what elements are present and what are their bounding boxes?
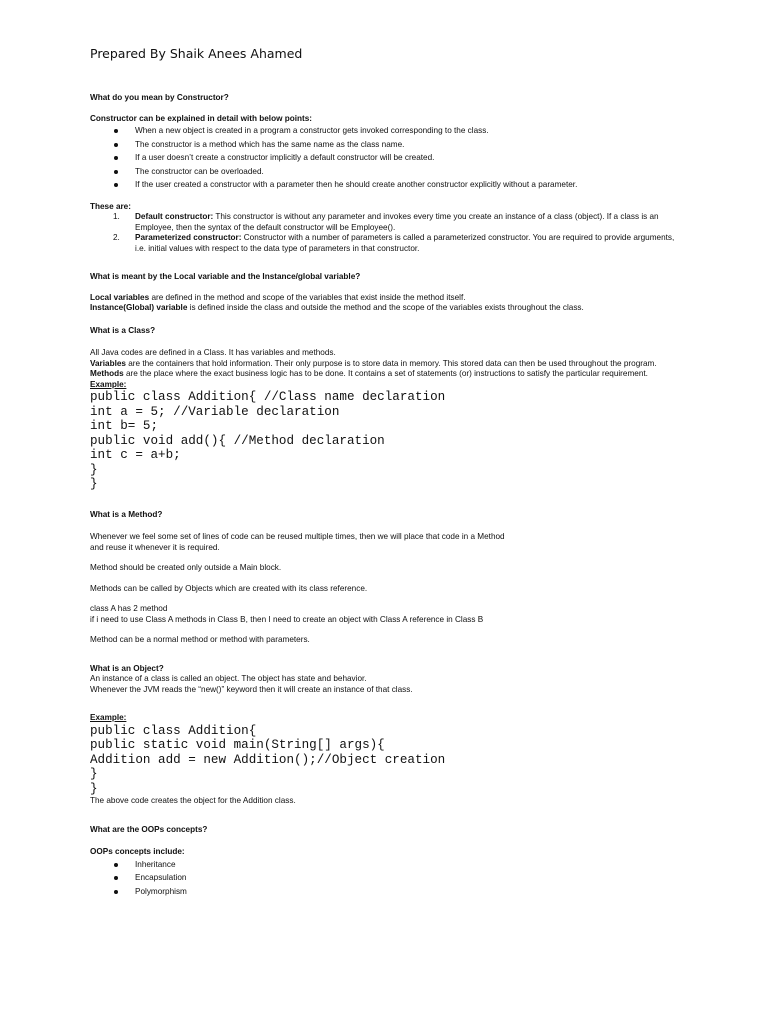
object-line1: An instance of a class is called an object. The object has state and behavior. bbox=[90, 674, 367, 683]
list-item: Inheritance bbox=[90, 860, 680, 871]
class-code-block bbox=[90, 390, 680, 492]
constructor-points bbox=[90, 126, 680, 191]
variables-question: What is meant by the Local variable and the Instance/global variable? bbox=[90, 272, 361, 281]
method-p2: Method should be created only outside a Main block. bbox=[90, 563, 282, 572]
object-question: What is an Object? bbox=[90, 663, 164, 673]
instance-desc: is defined inside the class and outside the method and the scope of the variables exists throughout the class. bbox=[187, 303, 584, 312]
code-line: } bbox=[90, 477, 98, 491]
variables-term: Variables bbox=[90, 358, 126, 368]
list-item: The constructor can be overloaded. bbox=[90, 167, 680, 178]
method-p1-line2: and reuse it whenever it is required. bbox=[90, 542, 220, 552]
list-item: Encapsulation bbox=[90, 873, 680, 884]
methods-text bbox=[90, 369, 680, 380]
example-label-text: Example: bbox=[90, 713, 127, 722]
list-number: 1. bbox=[113, 212, 120, 221]
variables-desc: are the containers that hold information. Their only purpose is to store data in memory. This stored data can then be used throughout the program. bbox=[125, 358, 657, 368]
constructor-intro: Constructor can be explained in detail with below points: bbox=[90, 113, 312, 123]
code-line: int b= 5; bbox=[90, 419, 159, 433]
list-item: If a user doesn’t create a constructor implicitly a default constructor will be created. bbox=[90, 153, 680, 164]
instance-term: Instance(Global) variable bbox=[90, 303, 188, 312]
local-variable-text bbox=[90, 293, 680, 304]
method-p1-line1: Whenever we feel some set of lines of code can be reused multiple times, then we will place that code in a Method bbox=[90, 532, 505, 541]
object-line2: Whenever the JVM reads the “new()” keyword then it will create an instance of that class. bbox=[90, 684, 413, 694]
code-line: } bbox=[90, 781, 98, 796]
method-p4-line2: if i need to use Class A methods in Class B, then I need to create an object with Class A reference in Class B bbox=[90, 614, 484, 624]
these-are-label: These are: bbox=[90, 201, 131, 211]
type-text: This constructor is without any parameter and invokes every time you create an instance of a class (object). If a class is an Employee, then the syntax of the default constructor will be Employee(). bbox=[135, 212, 659, 232]
constructor-question: What do you mean by Constructor? bbox=[90, 93, 229, 102]
local-desc: are defined in the method and scope of the variables that exist inside the method itself. bbox=[149, 292, 466, 302]
type-text: Constructor with a number of parameters is called a parameterized constructor. You are required to provide arguments, i.e. initial values with respect to the data type of parameters in that constructor. bbox=[135, 233, 675, 253]
object-code-block bbox=[90, 724, 680, 797]
code-line: Addition add = new Addition();//Object creation bbox=[90, 752, 446, 767]
document-content bbox=[90, 93, 680, 900]
code-line: public static void main(String[] args){ bbox=[90, 738, 385, 752]
constructor-types bbox=[90, 212, 680, 254]
code-line: public class Addition{ //Class name declaration bbox=[90, 390, 446, 404]
code-line: public void add(){ //Method declaration bbox=[90, 433, 385, 448]
list-item bbox=[90, 212, 680, 233]
method-p3: Methods can be called by Objects which are created with its class reference. bbox=[90, 583, 368, 593]
method-p5: Method can be a normal method or method with parameters. bbox=[90, 635, 310, 644]
oops-intro: OOPs concepts include: bbox=[90, 847, 185, 856]
method-p4-line1: class A has 2 method bbox=[90, 604, 168, 613]
type-term: Parameterized constructor: bbox=[135, 233, 242, 242]
list-item: The constructor is a method which has the same name as the class name. bbox=[90, 140, 680, 151]
example-label-text: Example: bbox=[90, 379, 127, 389]
code-line: int a = 5; //Variable declaration bbox=[90, 404, 340, 419]
methods-desc: are the place where the exact business logic has to be done. It contains a set of statements (or) instructions to satisfy the particular requirement. bbox=[123, 369, 648, 378]
list-item: If the user created a constructor with a parameter then he should create another constructor explicitly without a parameter. bbox=[90, 180, 680, 191]
code-line: public class Addition{ bbox=[90, 723, 257, 738]
example-label bbox=[90, 380, 680, 391]
code-line: } bbox=[90, 462, 98, 477]
list-item: Polymorphism bbox=[90, 887, 680, 898]
author-line: Prepared By Shaik Anees Ahamed bbox=[90, 46, 303, 61]
class-question: What is a Class? bbox=[90, 325, 156, 335]
local-term: Local variables bbox=[90, 292, 150, 302]
list-item: When a new object is created in a program a constructor gets invoked corresponding to the class. bbox=[90, 126, 680, 137]
method-question: What is a Method? bbox=[90, 509, 163, 519]
variables-text bbox=[90, 359, 680, 370]
type-term: Default constructor: bbox=[135, 212, 214, 221]
list-item bbox=[90, 233, 680, 254]
object-after-text: The above code creates the object for the Addition class. bbox=[90, 796, 296, 805]
instance-variable-text bbox=[90, 303, 680, 314]
example-label bbox=[90, 713, 680, 724]
code-line: } bbox=[90, 767, 98, 781]
list-number: 2. bbox=[113, 233, 120, 242]
code-line: int c = a+b; bbox=[90, 448, 181, 462]
oops-question: What are the OOPs concepts? bbox=[90, 824, 208, 834]
oops-concepts-list bbox=[90, 860, 680, 898]
class-intro: All Java codes are defined in a Class. It has variables and methods. bbox=[90, 348, 336, 357]
methods-term: Methods bbox=[90, 369, 124, 378]
